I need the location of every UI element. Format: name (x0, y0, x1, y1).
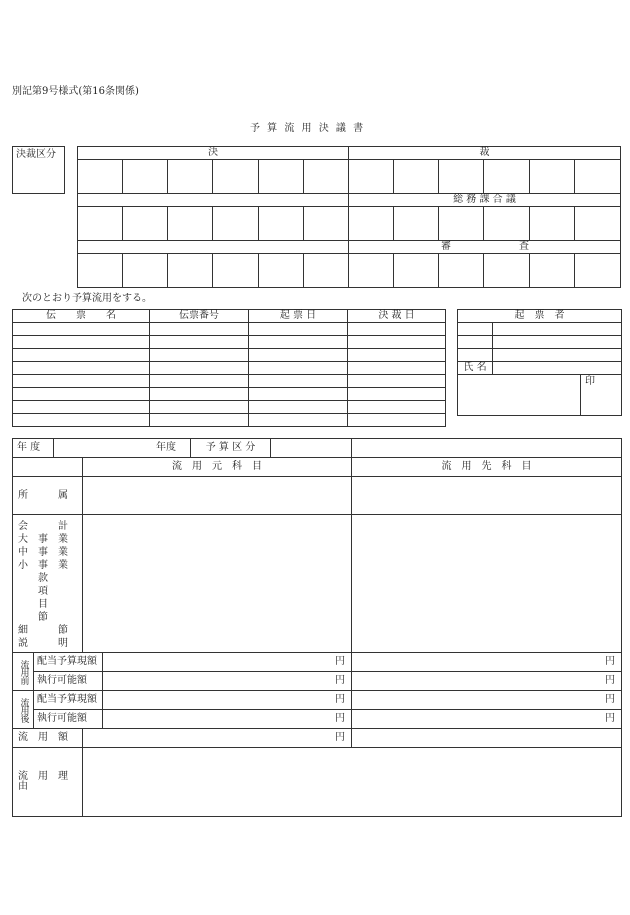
stamp-cell[interactable] (574, 254, 620, 288)
stamp-cell[interactable] (168, 207, 213, 241)
label-kaikei: 会 計 (18, 521, 68, 532)
decision-stamp-row (78, 254, 621, 288)
stamp-cell[interactable] (484, 207, 529, 241)
stamp-cell[interactable] (303, 207, 348, 241)
voucher-cell[interactable] (150, 401, 249, 414)
voucher-header-name: 伝 票 名 (13, 310, 150, 323)
yen-unit: 円 (605, 675, 615, 686)
yen-unit: 円 (335, 694, 345, 705)
stamp-cell[interactable] (258, 160, 303, 194)
voucher-cell[interactable] (249, 401, 348, 414)
affiliation-label: 所 属 (18, 489, 68, 501)
allocated-label-cell (34, 691, 103, 710)
voucher-table (12, 309, 446, 427)
voucher-cell[interactable] (348, 375, 446, 388)
executable-amount-label: 執行可能額 (37, 713, 87, 724)
voucher-cell[interactable] (13, 349, 150, 362)
allocated-budget-label: 配当予算現額 (37, 656, 97, 667)
column-blank (13, 458, 83, 477)
voucher-header-number: 伝票番号 (150, 310, 249, 323)
voucher-cell[interactable] (13, 414, 150, 427)
after-transfer-label: 流用後 (18, 697, 29, 722)
voucher-row (13, 375, 446, 388)
yen-unit: 円 (605, 656, 615, 667)
intro-text: 次のとおり予算流用をする。 (22, 293, 152, 304)
budget-header-blank (352, 439, 622, 458)
account-labels-cell (13, 515, 83, 653)
executable-amount-label: 執行可能額 (37, 675, 87, 686)
stamp-cell[interactable] (258, 254, 303, 288)
decision-soumu-label: 総 務 課 合 議 (453, 194, 516, 205)
voucher-cell[interactable] (348, 323, 446, 336)
stamp-cell[interactable] (123, 207, 168, 241)
stamp-cell[interactable] (348, 207, 393, 241)
dest-allocated-before-field[interactable] (352, 653, 622, 672)
label-setsumei: 説 明 (18, 638, 68, 649)
stamp-cell[interactable] (529, 207, 574, 241)
destination-account-field[interactable] (352, 515, 622, 653)
stamp-cell[interactable] (78, 207, 123, 241)
voucher-cell[interactable] (348, 401, 446, 414)
fiscal-year-suffix: 年度 (156, 442, 176, 453)
yen-unit: 円 (335, 675, 345, 686)
stamp-cell[interactable] (213, 254, 258, 288)
voucher-row (13, 349, 446, 362)
drafter-cell[interactable] (493, 336, 622, 349)
voucher-cell[interactable] (150, 362, 249, 375)
voucher-cell[interactable] (249, 375, 348, 388)
voucher-cell[interactable] (150, 323, 249, 336)
drafter-seal-cell[interactable] (581, 375, 622, 416)
stamp-cell[interactable] (213, 160, 258, 194)
budget-category-field[interactable] (271, 439, 352, 458)
stamp-cell[interactable] (78, 160, 123, 194)
voucher-cell[interactable] (150, 375, 249, 388)
label-saisetsu: 細 節 (18, 625, 68, 636)
destination-account-header: 流 用 先 科 目 (352, 458, 622, 477)
stamp-cell[interactable] (303, 160, 348, 194)
allocated-label-cell (34, 653, 103, 672)
stamp-cell[interactable] (574, 207, 620, 241)
voucher-cell[interactable] (150, 414, 249, 427)
transfer-amount-blank (352, 729, 622, 748)
seal-label: 印 (585, 376, 595, 387)
affiliation-label-cell (13, 477, 83, 515)
stamp-cell[interactable] (168, 254, 213, 288)
stamp-cell[interactable] (348, 160, 393, 194)
dest-executable-after-field[interactable] (352, 710, 622, 729)
voucher-cell[interactable] (348, 349, 446, 362)
source-allocated-after-field[interactable] (103, 691, 352, 710)
stamp-cell[interactable] (529, 160, 574, 194)
stamp-cell[interactable] (123, 254, 168, 288)
drafter-table (457, 309, 622, 416)
stamp-cell[interactable] (439, 254, 484, 288)
source-allocated-before-field[interactable] (103, 653, 352, 672)
stamp-cell[interactable] (78, 254, 123, 288)
decision-header-blank (78, 194, 349, 207)
after-transfer-label-cell (13, 691, 34, 729)
decision-shin-label: 審 (440, 241, 451, 252)
stamp-cell[interactable] (394, 254, 439, 288)
yen-unit: 円 (605, 694, 615, 705)
voucher-row (13, 336, 446, 349)
voucher-row (13, 323, 446, 336)
decision-header-shinsa (348, 241, 620, 254)
voucher-cell[interactable] (13, 401, 150, 414)
budget-category-label: 予 算 区 分 (205, 442, 256, 453)
voucher-cell[interactable] (249, 414, 348, 427)
voucher-header-draft-date: 起 票 日 (249, 310, 348, 323)
voucher-cell[interactable] (150, 388, 249, 401)
voucher-cell[interactable] (13, 388, 150, 401)
voucher-cell[interactable] (249, 323, 348, 336)
voucher-cell[interactable] (348, 362, 446, 375)
voucher-cell[interactable] (249, 388, 348, 401)
stamp-cell[interactable] (529, 254, 574, 288)
label-sho-jigyou: 小 事 業 (18, 560, 68, 571)
voucher-cell[interactable] (348, 388, 446, 401)
source-account-field[interactable] (83, 515, 352, 653)
decision-header-ketsu (78, 147, 349, 160)
dest-executable-before-field[interactable] (352, 672, 622, 691)
transfer-reason-label-cell (13, 748, 83, 817)
voucher-cell[interactable] (249, 336, 348, 349)
stamp-cell[interactable] (394, 160, 439, 194)
voucher-cell[interactable] (249, 349, 348, 362)
voucher-cell[interactable] (348, 414, 446, 427)
stamp-cell[interactable] (303, 254, 348, 288)
form-reference: 別記第9号様式(第16条関係) (12, 86, 139, 97)
budget-category-label-cell (191, 439, 271, 458)
stamp-cell[interactable] (439, 160, 484, 194)
drafter-title: 起 票 者 (458, 310, 622, 323)
voucher-cell[interactable] (150, 349, 249, 362)
voucher-row (13, 401, 446, 414)
stamp-cell[interactable] (168, 160, 213, 194)
executable-label-cell (34, 710, 103, 729)
drafter-name-label: 氏 名 (458, 362, 493, 375)
destination-affiliation-field[interactable] (352, 477, 622, 515)
executable-label-cell (34, 672, 103, 691)
transfer-amount-label: 流 用 額 (18, 732, 68, 743)
stamp-cell[interactable] (484, 160, 529, 194)
drafter-cell[interactable] (458, 336, 493, 349)
label-moku: 目 (18, 599, 48, 610)
drafter-cell[interactable] (458, 349, 493, 362)
voucher-cell[interactable] (150, 336, 249, 349)
fiscal-year-field[interactable] (54, 439, 191, 458)
page-title: 予 算 流 用 決 議 書 (250, 123, 366, 134)
source-executable-before-field[interactable] (103, 672, 352, 691)
voucher-row (13, 414, 446, 427)
before-transfer-label: 流用前 (18, 659, 29, 684)
before-transfer-label-cell (13, 653, 34, 691)
stamp-cell[interactable] (484, 254, 529, 288)
voucher-row (13, 362, 446, 375)
transfer-reason-label: 流 用 理 由 (18, 771, 78, 792)
yen-unit: 円 (335, 656, 345, 667)
drafter-cell[interactable] (458, 323, 493, 336)
decision-stamp-row (78, 160, 621, 194)
stamp-cell[interactable] (213, 207, 258, 241)
decision-stamp-row (78, 207, 621, 241)
transfer-amount-label-cell (13, 729, 83, 748)
label-kan: 款 (18, 573, 48, 584)
label-setsu: 節 (18, 612, 48, 623)
yen-unit: 円 (335, 713, 345, 724)
decision-ketsu-label: 決 (207, 147, 218, 158)
fiscal-year-label: 年 度 (17, 442, 41, 453)
voucher-cell[interactable] (348, 336, 446, 349)
decision-category-box[interactable] (12, 146, 65, 194)
drafter-signature-field[interactable] (458, 375, 581, 416)
drafter-cell[interactable] (493, 323, 622, 336)
voucher-cell[interactable] (13, 336, 150, 349)
source-account-header: 流 用 元 科 目 (83, 458, 352, 477)
fiscal-year-label-cell (13, 439, 54, 458)
decision-header-blank (78, 241, 349, 254)
label-kou: 項 (18, 586, 48, 597)
drafter-cell[interactable] (493, 349, 622, 362)
transfer-amount-field[interactable] (83, 729, 352, 748)
decision-category-label: 決裁区分 (16, 149, 56, 160)
drafter-name-field[interactable] (493, 362, 622, 375)
stamp-cell[interactable] (574, 160, 620, 194)
voucher-row (13, 388, 446, 401)
dest-allocated-after-field[interactable] (352, 691, 622, 710)
label-dai-jigyou: 大 事 業 (18, 534, 68, 545)
voucher-cell[interactable] (13, 323, 150, 336)
stamp-cell[interactable] (348, 254, 393, 288)
stamp-cell[interactable] (394, 207, 439, 241)
decision-grid (77, 146, 621, 288)
voucher-cell[interactable] (249, 362, 348, 375)
transfer-reason-field[interactable] (83, 748, 622, 817)
yen-unit: 円 (335, 732, 345, 743)
stamp-cell[interactable] (439, 207, 484, 241)
stamp-cell[interactable] (258, 207, 303, 241)
budget-table (12, 438, 622, 817)
yen-unit: 円 (605, 713, 615, 724)
voucher-cell[interactable] (13, 362, 150, 375)
voucher-cell[interactable] (13, 375, 150, 388)
voucher-header-decision-date: 決 裁 日 (348, 310, 446, 323)
label-chu-jigyou: 中 事 業 (18, 547, 68, 558)
decision-sa-label: 査 (518, 241, 529, 252)
source-executable-after-field[interactable] (103, 710, 352, 729)
source-affiliation-field[interactable] (83, 477, 352, 515)
decision-header-sai (348, 147, 620, 160)
allocated-budget-label: 配当予算現額 (37, 694, 97, 705)
decision-sai-label: 裁 (479, 147, 490, 158)
decision-header-soumu (348, 194, 620, 207)
stamp-cell[interactable] (123, 160, 168, 194)
